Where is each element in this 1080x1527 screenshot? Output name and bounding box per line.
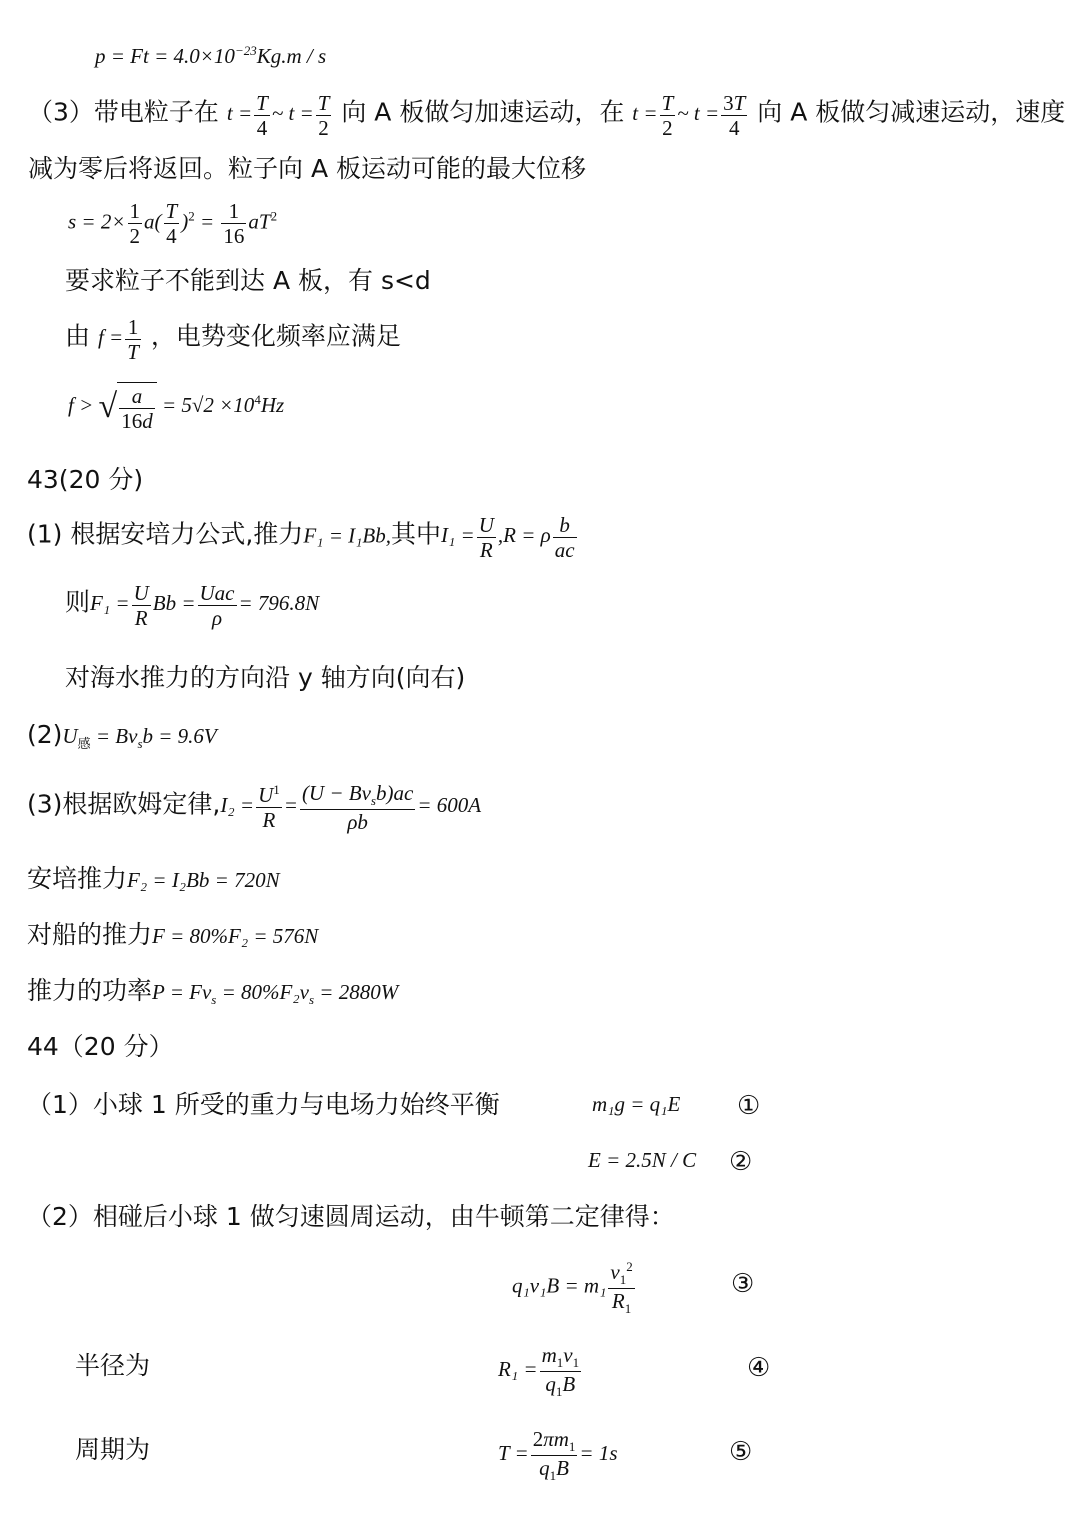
requirement-line: 要求粒子不能到达 A 板，有 s<d [65, 266, 431, 295]
frequency-result: f > √ $\frac{a}{16d}$ = $5√2 \times 10^4Hz$ [68, 384, 285, 434]
marker-3: ③ [731, 1269, 755, 1299]
q44-eq5: T = $\frac{2\pi m_1}{q_1B}$ = 1s [498, 1427, 618, 1484]
part3-statement: （3）带电粒子在 t = $\frac{T}{4}$ ~ t = $\frac{T}{2}$ 向 A 板做匀加速运动，在 t = $\frac{T}{2}$ ~ t = $\frac{3T}{4}$ 向 A 板做匀减速运动，速度 [28, 91, 1066, 141]
period-label: 周期为 [75, 1435, 151, 1464]
q44-eq4: R₁ = $\frac{m_1v_1}{q_1B}$ [498, 1343, 580, 1400]
q44-eq3: q₁v₁B = m₁ $\frac{v_1^2}{R_1}$ [512, 1259, 633, 1317]
q43-force-result: 则F₁ = $\frac{U}{R}$ Bb = $\frac{\text{Uac}}{\rho}$ = 796.8N [65, 581, 320, 631]
frequency-statement: 由 f = $\frac{1}{T}$ ，电势变化频率应满足 [65, 315, 401, 365]
q43-part1: (1) 根据安培力公式,推力F₁ = I₁Bb,其中I₁ = $\frac{U}{R}$ ,R = ρ $\frac{b}{ac}$ [27, 513, 575, 563]
q43-title: 43(20 分) [27, 465, 144, 494]
q43-ship-force: 对船的推力F = 80%F₂ = 576N [27, 920, 319, 949]
q43-part2: $(2)U_感 = Bv_sb = 9.6V$ [27, 720, 217, 752]
q44-eq1: m₁g = q₁E [592, 1092, 681, 1116]
radius-label: 半径为 [75, 1351, 151, 1380]
q44-part2: （2）相碰后小球 1 做匀速圆周运动，由牛顿第二定律得： [27, 1202, 675, 1231]
q43-power: 推力的功率$P = Fv_s = 80\%F_2v_s = 2880W$ [27, 976, 399, 1008]
q43-direction: 对海水推力的方向沿 y 轴方向(向右) [65, 663, 466, 692]
q44-eq2: E = 2.5N / C [588, 1148, 697, 1172]
marker-1: ① [737, 1091, 761, 1121]
part3-line2: 减为零后将返回。粒子向 A 板运动可能的最大位移 [28, 154, 586, 183]
momentum-formula: $p = Ft = 4.0\times 10^{-23}Kg.m / s$ [95, 43, 327, 68]
displacement-formula: s = 2× $\frac{1}{2}$ a( $\frac{T}{4}$ )$^2$ = $\frac{1}{16}$ $aT^2$ [68, 199, 278, 249]
q44-title: 44（20 分） [27, 1032, 174, 1061]
q43-part3: (3)根据欧姆定律,I₂ = $\frac{U^1}{R}$ = $\frac{(U - Bv_sb)ac}{\rho b}$ = 600A [27, 781, 482, 834]
q44-part1: （1）小球 1 所受的重力与电场力始终平衡 [27, 1090, 500, 1119]
marker-4: ④ [747, 1353, 771, 1383]
q43-ampere-force: 安培推力F₂ = I₂Bb = 720N [27, 864, 280, 893]
marker-2: ② [729, 1147, 753, 1177]
marker-5: ⑤ [729, 1437, 753, 1467]
